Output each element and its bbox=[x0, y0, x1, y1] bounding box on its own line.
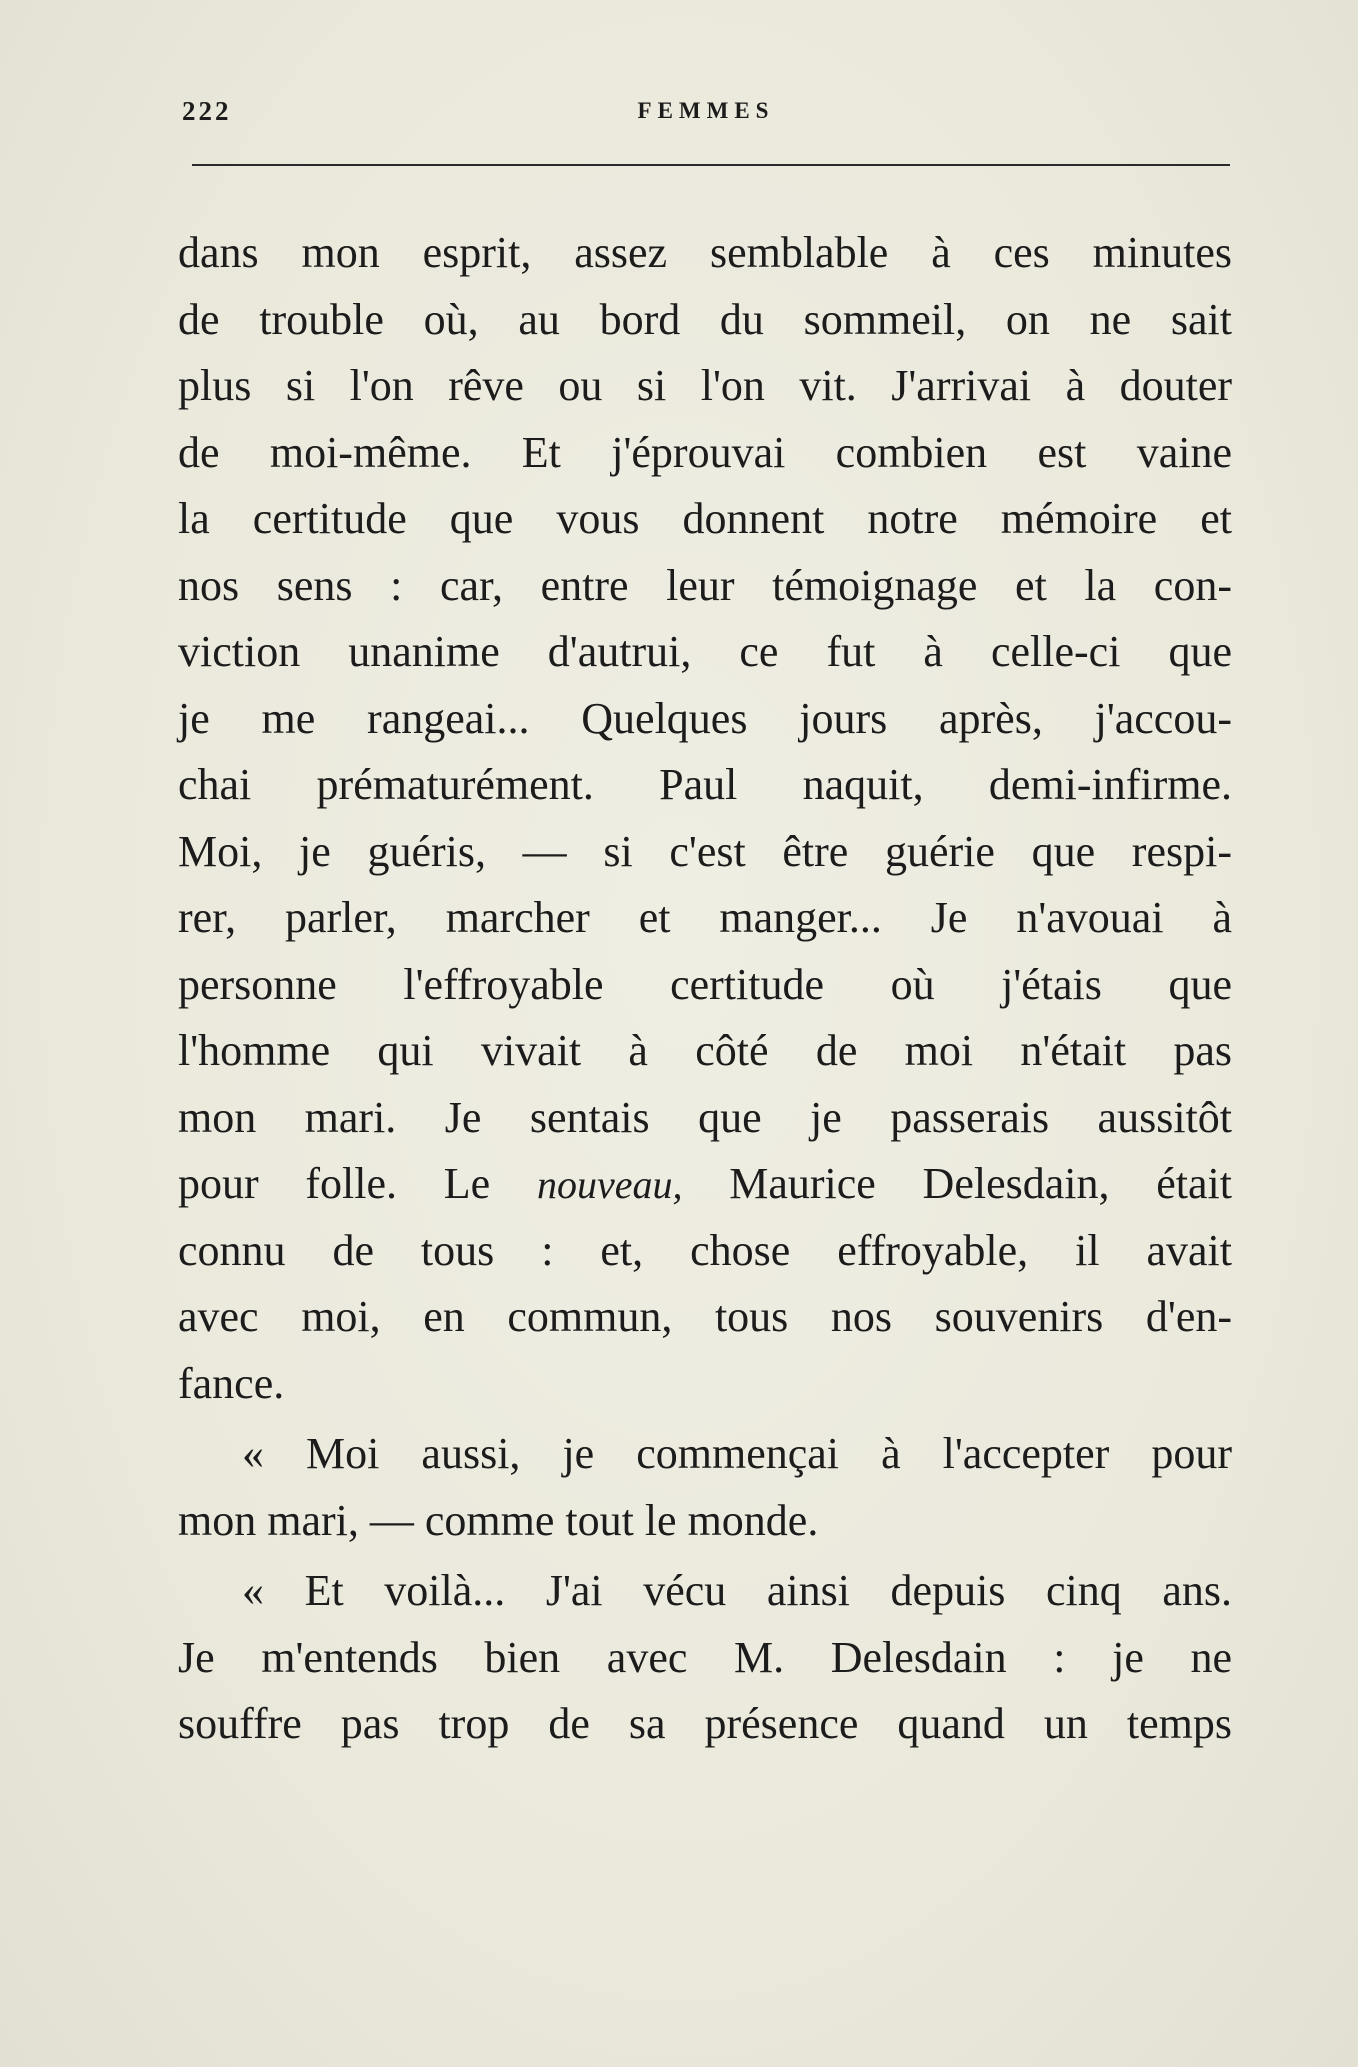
text-line: dans mon esprit, assez semblable à ces minutes bbox=[178, 228, 1232, 277]
text-line: de trouble où, au bord du sommeil, on ne sait bbox=[178, 294, 1232, 344]
body-text bbox=[178, 220, 1232, 1758]
header-rule bbox=[192, 164, 1230, 166]
running-title: FEMMES bbox=[637, 98, 775, 123]
text-line: plus si l'on rêve ou si l'on vit. J'arrivai à douter bbox=[178, 361, 1232, 410]
text-line: mon mari, — comme tout le monde. bbox=[178, 1495, 819, 1545]
text-line: connu de tous : et, chose effroyable, il avait bbox=[178, 1225, 1232, 1275]
text-line: fance. bbox=[178, 1358, 285, 1408]
text-line: « Moi aussi, je commençai à l'accepter pour bbox=[242, 1429, 1232, 1478]
text-line: chai prématurément. Paul naquit, demi-infirme. bbox=[178, 760, 1232, 809]
text-line: souffre pas trop de sa présence quand un temps bbox=[178, 1699, 1232, 1748]
text-segment: pour folle. Le bbox=[178, 1159, 537, 1208]
text-segment: Maurice Delesdain, était bbox=[682, 1159, 1232, 1208]
text-line: je me rangeai... Quelques jours après, j'accou- bbox=[178, 693, 1232, 743]
text-line: mon mari. Je sentais que je passerais aussitôt bbox=[178, 1092, 1232, 1142]
text-line: avec moi, en commun, tous nos souvenirs d'en- bbox=[178, 1292, 1232, 1341]
text-line-with-italic bbox=[178, 1151, 1232, 1218]
text-line: l'homme qui vivait à côté de moi n'était pas bbox=[178, 1026, 1232, 1075]
text-line: rer, parler, marcher et manger... Je n'avouai à bbox=[178, 893, 1232, 942]
text-line: Je m'entends bien avec M. Delesdain : je ne bbox=[178, 1632, 1232, 1682]
page-header bbox=[182, 96, 1230, 136]
page-number: 222 bbox=[182, 96, 232, 126]
text-line: personne l'effroyable certitude où j'étais que bbox=[178, 959, 1232, 1009]
italic-word: nouveau, bbox=[536, 1162, 683, 1207]
text-line: nos sens : car, entre leur témoignage et la con- bbox=[178, 560, 1232, 610]
text-line: Moi, je guéris, — si c'est être guérie que respi- bbox=[178, 826, 1232, 876]
text-line: la certitude que vous donnent notre mémoire et bbox=[178, 494, 1232, 543]
text-line: viction unanime d'autrui, ce fut à celle-ci que bbox=[178, 627, 1232, 676]
text-line: « Et voilà... J'ai vécu ainsi depuis cinq ans. bbox=[242, 1566, 1232, 1615]
text-line: de moi-même. Et j'éprouvai combien est vaine bbox=[178, 427, 1232, 477]
